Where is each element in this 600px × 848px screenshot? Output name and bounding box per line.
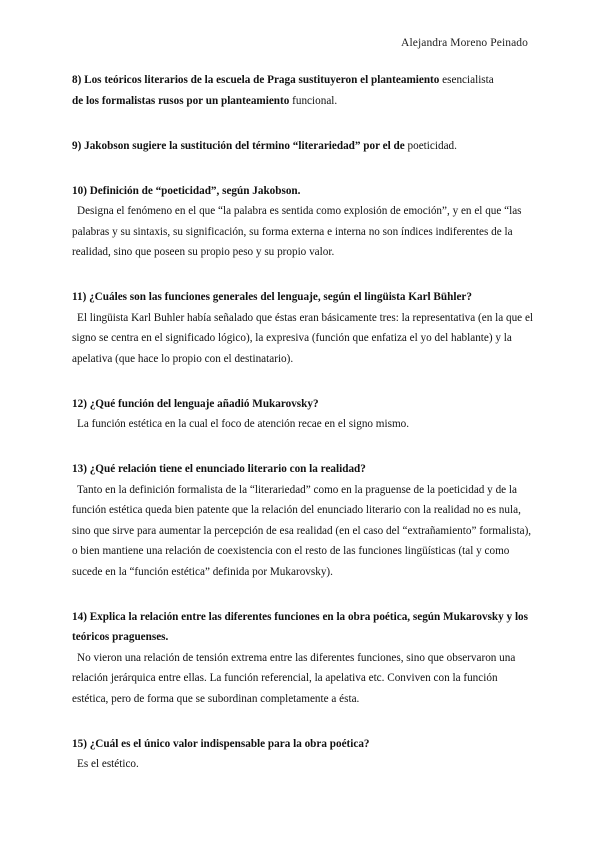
question-9-tail: poeticidad. (407, 139, 457, 152)
author-header: Alejandra Moreno Peinado (401, 37, 528, 49)
question-block-12 (72, 394, 534, 435)
question-8 (72, 70, 534, 111)
question-block-14 (72, 607, 534, 710)
answer-11: El lingüista Karl Buhler había señalado que éstas eran básicamente tres: la representativa (en la que el signo se centra en el significado lógico), la expresiva (función que enfatiza el yo del hablante) y la apelativa (que hace lo propio con el destinatario). (72, 311, 534, 365)
answer-12: La función estética en la cual el foco de atención recae en el signo mismo. (77, 418, 410, 430)
question-block-10 (72, 181, 534, 263)
question-block-8 (72, 70, 534, 111)
question-8-tail: esencialista (442, 74, 494, 86)
question-8-text: 8) Los teóricos literarios de la escuela de Praga sustituyeron el planteamiento (72, 74, 440, 86)
answer-10: Designa el fenómeno en el que “la palabra es sentida como explosión de emoción”, y en el que “las palabras y su sintaxis, su significación, su forma externa e interna no son índices indiferentes de la realidad, sino que poseen su propio peso y su propio valor. (72, 205, 522, 258)
answer-15: Es el estético. (77, 758, 139, 770)
question-block-9 (72, 136, 534, 157)
question-9 (72, 136, 534, 157)
answer-14: No vieron una relación de tensión extrema entre las diferentes funciones, sino que observaron una relación jerárquica entre ellas. La función referencial, la apelativa etc. Conviven con la función estética, pero de forma que se subordinan completamente a ésta. (72, 651, 516, 705)
question-12: 12) ¿Qué función del lenguaje añadió Mukarovsky? (72, 397, 319, 410)
answer-13: Tanto en la definición formalista de la “literariedad” como en la praguense de la poeticidad y de la función estética queda bien patente que la relación del enunciado literario con la realidad no es nula, sino que sirve para aumentar la percepción de esa realidad (en el caso del “extrañamiento” formalista), o bien mantiene una relación de coexistencia con el resto de las funciones lingüísticas (tal y como sucede en la “función estética” definida por Mukarovsky). (72, 483, 532, 578)
document-body (72, 70, 534, 799)
question-11: 11) ¿Cuáles son las funciones generales del lenguaje, según el lingüista Karl Bühler? (72, 291, 472, 303)
question-9-text: 9) Jakobson sugiere la sustitución del término “literariedad” por el de (72, 139, 405, 152)
question-13: 13) ¿Qué relación tiene el enunciado literario con la realidad? (72, 463, 366, 475)
question-block-15 (72, 734, 534, 775)
question-8-line2: de los formalistas rusos por un planteamiento (72, 94, 290, 107)
question-8-line2-tail: funcional. (292, 94, 338, 107)
question-14: 14) Explica la relación entre las diferentes funciones en la obra poética, según Mukarovsky y los teóricos praguenses. (72, 610, 528, 643)
question-block-11 (72, 287, 534, 369)
question-10: 10) Definición de “poeticidad”, según Jakobson. (72, 184, 301, 197)
question-block-13 (72, 459, 534, 582)
question-15: 15) ¿Cuál es el único valor indispensable para la obra poética? (72, 737, 370, 750)
